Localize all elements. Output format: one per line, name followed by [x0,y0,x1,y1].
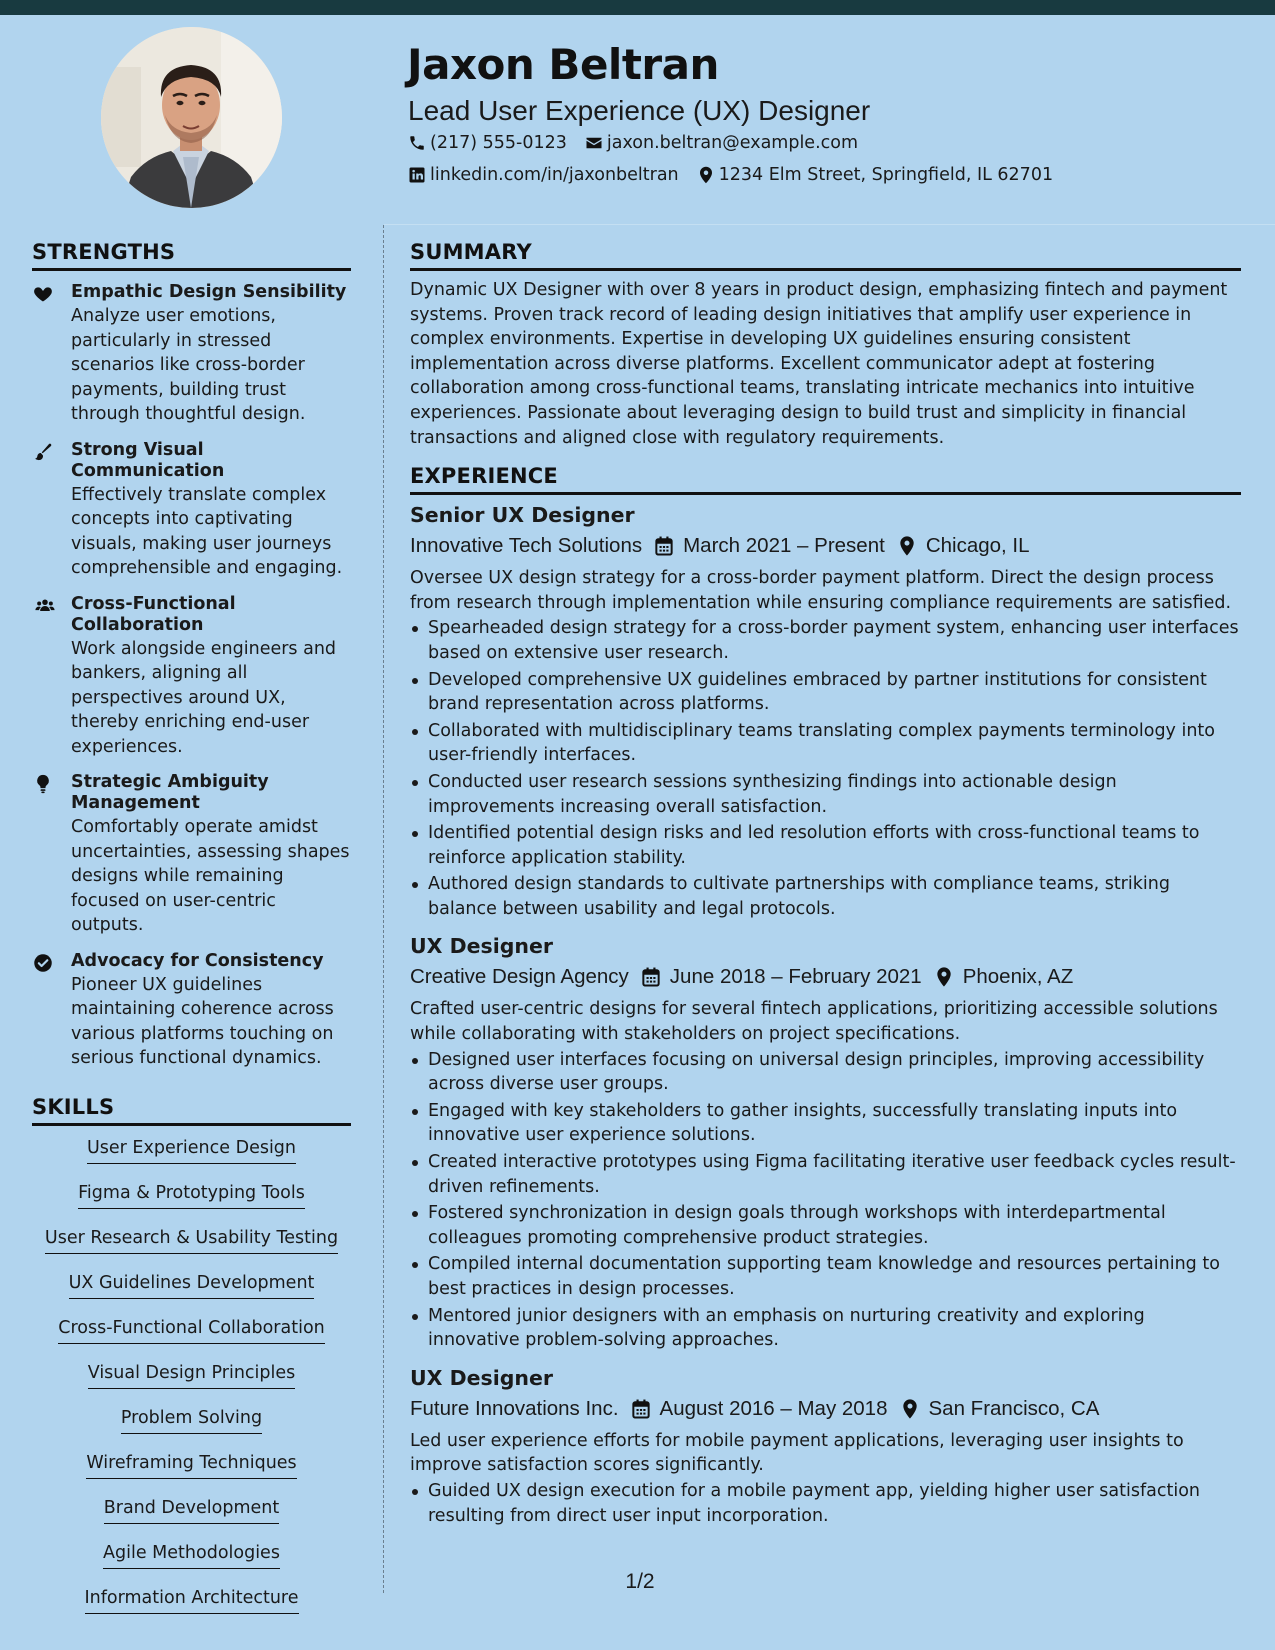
skill-item [32,1451,351,1496]
job-location: Chicago, IL [925,534,1030,558]
job-description: Oversee UX design strategy for a cross-border payment platform. Direct the design process from research through implementation while ensuring compliance requirements are satisfied. [410,568,1232,613]
summary-heading: SUMMARY [410,240,1241,271]
job-dates: March 2021 – Present [683,534,885,558]
strength-item [32,440,351,581]
strength-desc: Comfortably operate amidst uncertainties, assessing shapes designs while remaining focused on user-centric outputs. [71,817,350,935]
skill-label: Cross-Functional Collaboration [58,1316,325,1344]
skill-item [32,1361,351,1406]
profile-photo [101,27,282,208]
strengths-list [32,282,351,1071]
job-company: Creative Design Agency [410,965,629,989]
strength-desc: Analyze user emotions, particularly in stressed scenarios like cross-border payments, building trust through thoughtful design. [71,306,306,424]
envelope-icon [585,134,603,152]
job-role: UX Designer [410,934,554,959]
linkedin-contact [408,165,679,185]
main-column [410,240,1241,1530]
header-divider [384,224,1275,225]
map-pin-icon [898,536,916,556]
contact-row-1 [408,133,876,153]
strength-desc: Work alongside engineers and bankers, aligning all perspectives around UX, thereby enriching end-user experiences. [71,638,337,757]
phone-icon [408,134,426,152]
sidebar [32,240,351,1631]
users-icon [33,596,57,616]
strength-title: Cross-Functional Collaboration [71,593,236,635]
job-bullet: Designed user interfaces focusing on universal design principles, improving accessibility across diverse user groups. [410,1048,1241,1097]
map-pin-icon [901,1399,919,1419]
column-divider [383,225,384,1593]
map-pin-icon [697,166,715,184]
job-entry [410,932,1241,1352]
skill-item [32,1136,351,1181]
linkedin-icon [408,166,426,184]
candidate-name: Jaxon Beltran [407,40,719,89]
job-bullet: Fostered synchronization in design goals through workshops with interdepartmental colleagues promoting comprehensive product strategies. [410,1201,1241,1250]
job-bullet: Identified potential design risks and led resolution efforts with cross-functional teams to reinforce application stability. [410,821,1241,870]
calendar-icon [655,536,673,556]
skill-label: Wireframing Techniques [86,1451,296,1479]
job-role: UX Designer [410,1365,554,1390]
job-role: Senior UX Designer [410,503,635,528]
job-bullet: Guided UX design execution for a mobile payment app, yielding higher user satisfaction resulting from direct user input incorporation. [410,1479,1241,1528]
job-bullet: Created interactive prototypes using Figma facilitating iterative user feedback cycles result-driven refinements. [410,1150,1241,1199]
candidate-title: Lead User Experience (UX) Designer [408,95,871,126]
skill-label: UX Guidelines Development [69,1271,315,1299]
calendar-icon [632,1399,650,1419]
skill-item [32,1496,351,1541]
contact-row-2 [408,165,1071,185]
job-bullet: Mentored junior designers with an emphasis on nurturing creativity and exploring innovative problem-solving approaches. [410,1304,1241,1353]
phone-text[interactable]: (217) 555-0123 [430,133,567,153]
page-number: 1/2 [625,1570,655,1593]
skill-item [32,1181,351,1226]
job-dates: June 2018 – February 2021 [669,965,922,989]
experience-heading: EXPERIENCE [410,464,1241,495]
job-company: Future Innovations Inc. [410,1396,619,1420]
strength-item [32,951,351,1071]
job-dates: August 2016 – May 2018 [659,1396,888,1420]
job-location: Phoenix, AZ [962,965,1074,989]
job-bullets [410,616,1241,921]
top-bar [0,0,1275,15]
skill-item [32,1406,351,1451]
skill-label: Brand Development [104,1496,280,1524]
job-company: Innovative Tech Solutions [410,534,643,558]
strength-title: Strategic Ambiguity Management [71,772,269,813]
heart-icon [33,284,53,304]
calendar-icon [642,967,660,987]
skill-label: Problem Solving [121,1406,262,1434]
strength-item [32,282,351,427]
skill-label: Information Architecture [85,1586,299,1614]
job-bullets [410,1479,1241,1528]
job-meta [410,532,1241,560]
strength-item [32,594,351,760]
skill-item [32,1541,351,1586]
job-description: Led user experience efforts for mobile payment applications, leveraging user insights to improve satisfaction scores significantly. [410,1430,1184,1476]
skill-label: Agile Methodologies [103,1541,280,1569]
skill-item [32,1316,351,1361]
skills-list [32,1136,351,1631]
job-bullet: Conducted user research sessions synthesizing findings into actionable design improvements increasing overall satisfaction. [410,770,1241,819]
skill-label: Figma & Prototyping Tools [78,1181,305,1209]
job-meta [410,1395,1241,1423]
job-bullet: Authored design standards to cultivate partnerships with compliance teams, striking balance between usability and legal protocols. [410,872,1241,921]
skill-item [32,1226,351,1271]
phone-contact [408,133,567,153]
skill-item [32,1271,351,1316]
job-bullet: Spearheaded design strategy for a cross-border payment system, enhancing user interfaces based on extensive user research. [410,616,1241,665]
job-bullet: Compiled internal documentation supporting team knowledge and resources pertaining to best practices in design processes. [410,1252,1241,1301]
job-location: San Francisco, CA [928,1396,1100,1420]
strength-title: Empathic Design Sensibility [71,282,347,302]
lightbulb-icon [33,774,53,794]
skills-heading: SKILLS [32,1095,351,1126]
skill-item [32,1586,351,1631]
linkedin-text[interactable]: linkedin.com/in/jaxonbeltran [430,165,679,185]
address-contact [697,165,1053,185]
job-entry [410,501,1241,921]
strength-title: Advocacy for Consistency [71,950,324,971]
check-circle-icon [33,953,53,973]
job-bullet: Developed comprehensive UX guidelines embraced by partner institutions for consistent brand representation across platforms. [410,668,1241,717]
email-text[interactable]: jaxon.beltran@example.com [606,133,859,153]
strength-desc: Pioneer UX guidelines maintaining coherence across various platforms touching on serious functional dynamics. [71,974,334,1068]
strength-desc: Effectively translate complex concepts into captivating visuals, making user journeys comprehensible and engaging. [71,484,343,578]
skill-label: Visual Design Principles [88,1361,296,1389]
job-description: Crafted user-centric designs for several fintech applications, prioritizing accessible solutions while collaborating with stakeholders on project specifications. [410,999,1218,1045]
job-bullets [410,1048,1241,1353]
job-bullet: Engaged with key stakeholders to gather insights, successfully translating inputs into innovative user experience solutions. [410,1099,1241,1148]
strengths-heading: STRENGTHS [32,240,351,271]
job-meta [410,963,1241,991]
job-entry [410,1364,1241,1528]
map-pin-icon [935,967,953,987]
email-contact [585,133,858,153]
summary-text: Dynamic UX Designer with over 8 years in product design, emphasizing fintech and payment systems. Proven track record of leading design initiatives that amplify user experience in complex environments. Expertise in developing UX guidelines ensuring consistent implementation across diverse platforms. Excellent communicator adept at fostering collaboration among cross-functional teams, translating intricate mechanics into intuitive experiences. Passionate about leveraging design to build trust and simplicity in financial transactions and aligned close with regulatory requirements. [410,280,1228,448]
address-text: 1234 Elm Street, Springfield, IL 62701 [718,165,1054,185]
job-bullet: Collaborated with multidisciplinary teams translating complex payments terminology into user-friendly interfaces. [410,719,1241,768]
skill-label: User Research & Usability Testing [45,1226,338,1254]
strength-item [32,772,351,938]
skill-label: User Experience Design [87,1136,296,1164]
strength-title: Strong Visual Communication [71,439,225,481]
paintbrush-icon [33,442,53,462]
